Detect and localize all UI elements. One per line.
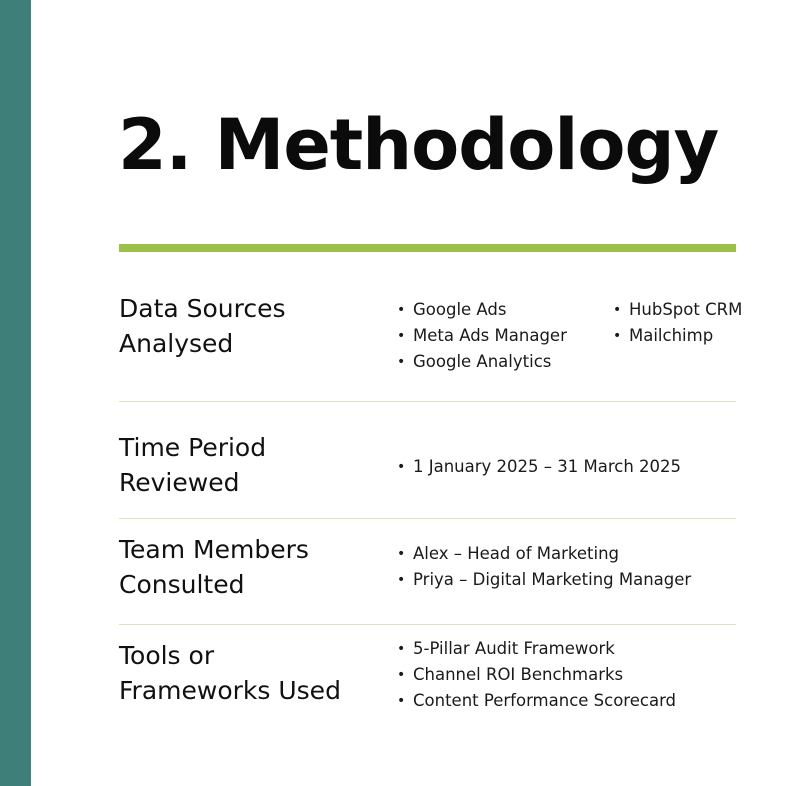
section-label-line: Reviewed xyxy=(119,468,240,497)
data-sources-list-secondary xyxy=(613,297,742,349)
list-item: • Google Analytics xyxy=(397,349,567,375)
section-label-line: Data Sources xyxy=(119,294,286,323)
section-label-line: Frameworks Used xyxy=(119,676,341,705)
section-label xyxy=(119,638,379,708)
list-item: • Channel ROI Benchmarks xyxy=(397,662,676,688)
list-item: • Mailchimp xyxy=(613,323,742,349)
section-label-line: Consulted xyxy=(119,570,245,599)
section-label xyxy=(119,532,379,602)
page-title: 2. Methodology xyxy=(118,104,719,186)
section-label xyxy=(119,291,379,361)
list-item: • 5-Pillar Audit Framework xyxy=(397,636,676,662)
section-data-sources xyxy=(119,290,743,400)
section-label xyxy=(119,430,379,500)
section-time-period xyxy=(119,430,736,518)
list-item: • Meta Ads Manager xyxy=(397,323,567,349)
section-divider xyxy=(119,624,736,625)
team-members-list xyxy=(397,541,691,593)
time-period-list xyxy=(397,454,681,480)
data-sources-list-primary xyxy=(397,297,567,375)
section-label-line: Time Period xyxy=(119,433,267,462)
section-label-line: Team Members xyxy=(119,535,309,564)
list-item: • Google Ads xyxy=(397,297,567,323)
list-item: • HubSpot CRM xyxy=(613,297,742,323)
section-divider xyxy=(119,401,736,402)
tools-frameworks-list xyxy=(397,636,676,714)
title-underline xyxy=(119,244,736,252)
section-divider xyxy=(119,518,736,519)
list-item: • Alex – Head of Marketing xyxy=(397,541,691,567)
list-item: • 1 January 2025 – 31 March 2025 xyxy=(397,454,681,480)
section-tools-frameworks xyxy=(119,638,736,738)
section-label-line: Analysed xyxy=(119,329,234,358)
list-item: • Content Performance Scorecard xyxy=(397,688,676,714)
section-team-members xyxy=(119,532,736,624)
side-accent-bar xyxy=(0,0,31,786)
list-item: • Priya – Digital Marketing Manager xyxy=(397,567,691,593)
section-label-line: Tools or xyxy=(119,641,215,670)
